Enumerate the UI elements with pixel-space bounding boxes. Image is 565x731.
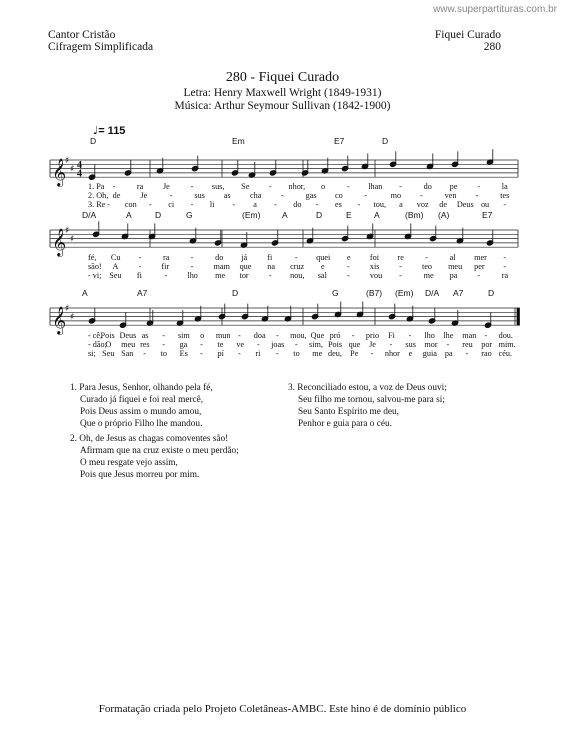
chord-symbol: (A): [438, 210, 450, 220]
verse-line: Seu filho me tornou, salvou-me para si;: [298, 395, 445, 405]
staff-lines: [50, 160, 518, 325]
lyric-syllable: pa: [444, 349, 453, 359]
lyric-syllable: rao: [481, 349, 492, 359]
sharp-icon: ♯: [65, 226, 70, 236]
lyric-syllable: -: [190, 200, 194, 210]
verse-line: Penhor e guia para o céu.: [298, 419, 392, 429]
lyric-syllable: la: [501, 182, 508, 191]
lyric-syllable: -: [503, 200, 507, 210]
verse-line: Pois que Jesus morreu por mim.: [80, 470, 200, 480]
verse-line: Curado já fiquei e foi real mercê,: [80, 395, 204, 405]
lyric-syllable: - vi;: [88, 271, 102, 281]
lyric-syllable: mor: [424, 340, 438, 350]
lyric-syllable: -: [347, 262, 350, 272]
lyric-syllable: -: [351, 331, 355, 340]
chord-symbol: G: [332, 288, 339, 298]
lyric-syllable: céu.: [498, 349, 513, 359]
lyric-syllable: -: [268, 182, 272, 191]
lyric-syllable: es: [335, 200, 342, 210]
lyric-syllable: -: [138, 253, 142, 262]
lyric-syllable: mou,: [290, 331, 307, 340]
lyric-syllable: doa: [253, 331, 266, 340]
lyric-syllable: -: [347, 182, 350, 191]
lyric-syllable: -: [364, 191, 368, 201]
chord-symbol: D: [232, 288, 239, 298]
lyric-syllable: nhor,: [288, 182, 306, 191]
lyric-syllable: nhor: [384, 349, 400, 359]
chord-symbol: D: [382, 136, 389, 146]
lyric-syllable: nou,: [290, 271, 305, 281]
lyric-syllable: -: [162, 340, 165, 350]
site-url: www.superpartituras.com.br: [433, 4, 557, 15]
chord-symbol: A7: [137, 288, 148, 298]
lyric-syllable: -: [268, 271, 272, 281]
lyric-syllable: pró: [329, 331, 341, 340]
lyric-syllable: deu,: [328, 349, 342, 359]
chord-symbol: D/A: [425, 288, 440, 298]
lyric-syllable: lho: [187, 271, 198, 281]
lyric-syllable: ri: [255, 349, 261, 359]
lyric-syllable: joas: [271, 340, 285, 350]
lyric-syllable: pí: [217, 349, 224, 359]
lyric-syllable: ga: [179, 340, 188, 350]
lyric-syllable: prio: [365, 331, 380, 340]
lyric-syllable: e: [347, 253, 351, 262]
lyric-syllable: -: [200, 349, 203, 359]
lyric-syllable: San: [121, 349, 134, 359]
sharp-icon: ♯: [65, 156, 70, 166]
lyric-syllable: meu: [121, 340, 136, 350]
lyric-syllable: to: [293, 349, 300, 359]
chord-symbol: D: [488, 288, 495, 298]
lyric-syllable: do: [215, 253, 224, 262]
lyric-syllable: tor: [239, 271, 249, 281]
lyric-syllable: -: [503, 262, 507, 272]
lyric-syllable: -: [190, 182, 194, 191]
sharp-icon: ♯: [70, 164, 75, 175]
lyric-syllable: ven: [444, 191, 457, 201]
lyric-syllable: fi: [267, 253, 273, 262]
lyric-syllable: -: [503, 253, 507, 262]
lyric-syllable: -: [294, 253, 298, 262]
lyric-syllable: já: [241, 253, 248, 262]
lyric-syllable: -: [357, 200, 361, 210]
tempo-value: = 115: [98, 125, 126, 137]
lyric-syllable: dou.: [498, 331, 513, 340]
lyric-syllable: lhan: [368, 182, 383, 191]
lyric-syllable: voz: [416, 200, 429, 210]
lyric-syllable: mer: [474, 253, 487, 262]
lyric-syllable: -: [425, 253, 428, 262]
lyric-syllable: -: [465, 349, 469, 359]
lyric-syllable: -: [169, 191, 173, 201]
time-signature: 4: [77, 168, 82, 180]
lyric-syllable: -: [347, 271, 350, 281]
lyric-syllable: -: [477, 182, 481, 191]
lyric-syllable: que: [239, 262, 252, 272]
lyric-syllable: Fi: [388, 331, 395, 340]
verse-line: 3. Reconciliado estou, a voz de Deus ouvi;: [288, 383, 447, 393]
lyric-syllable: -: [138, 262, 142, 272]
lyric-syllable: as: [141, 331, 149, 340]
chord-symbol: D: [316, 210, 323, 220]
lyric-syllable: Je: [162, 182, 170, 191]
lyric-syllable: Deus: [119, 331, 137, 340]
lyric-syllable: re: [397, 253, 404, 262]
lyric-syllable: ra: [501, 271, 509, 281]
lyric-syllable: ra: [136, 182, 144, 191]
treble-clef-icon: 𝄞: [52, 228, 67, 257]
lyric-syllable: me: [423, 271, 434, 281]
lyric-syllable: guia: [422, 349, 437, 359]
verse-2: [70, 433, 239, 481]
final-bar-line: [517, 308, 520, 325]
lyric-syllable: -: [408, 331, 412, 340]
treble-clef-icon: 𝄞: [52, 158, 67, 187]
verse-line: Que o próprio Filho lhe mandou.: [80, 419, 203, 429]
lyric-syllable: man: [462, 331, 477, 340]
lyric-syllable: reu: [462, 340, 473, 350]
lyric-syllable: -: [475, 191, 479, 201]
lyric-syllable: -: [370, 349, 374, 359]
lyric-syllable: ou: [480, 200, 490, 210]
lyric-syllable: Je: [140, 191, 148, 201]
chord-symbol: (Em): [242, 210, 261, 220]
chord-symbol: D/A: [82, 210, 97, 220]
lyric-syllable: e: [320, 262, 325, 272]
lyric-syllable: mim.: [498, 340, 516, 350]
lyric-syllable: Je: [369, 340, 376, 350]
lyric-syllable: per: [474, 262, 485, 272]
lyric-syllable: ci: [168, 200, 175, 210]
lyric-syllable: quei: [316, 253, 331, 262]
chord-symbol: G: [186, 210, 193, 220]
lyric-syllable: do: [423, 182, 432, 191]
lyric-syllable: -: [190, 253, 194, 262]
lyric-syllable: pe: [449, 182, 458, 191]
lyric-syllable: -: [315, 200, 319, 210]
lyric-syllable: ve: [236, 340, 245, 350]
chord-symbol: A: [282, 210, 288, 220]
chord-symbol: A: [374, 210, 380, 220]
verse-line: Afirmam que na cruz existe o meu perdão;: [80, 446, 239, 456]
lyric-syllable: vou: [369, 271, 383, 281]
chord-symbol: (B7): [366, 288, 383, 298]
chord-symbol: A: [126, 210, 132, 220]
lyrics-credit: Letra: Henry Maxwell Wright (1849-1931): [183, 87, 382, 99]
lyric-syllable: que: [348, 340, 361, 350]
footer-notice: Formatação criada pelo Projeto Coletâneas-AMBC. Este hino é de domínio público: [98, 703, 467, 715]
lyric-syllable: fir: [161, 262, 170, 272]
lyric-syllable: as: [223, 191, 231, 201]
hymn-name: Fiquei Curado: [434, 29, 501, 41]
verse-line: 2. Oh, de Jesus as chagas comoventes são!: [70, 434, 229, 444]
lyric-syllable: Seu: [109, 271, 122, 281]
lyric-syllable: -: [256, 340, 260, 350]
lyric-syllable: -: [389, 340, 393, 350]
lyric-syllable: mun: [215, 331, 231, 340]
lyric-syllable: fi: [136, 271, 142, 281]
lyric-syllable: foi: [369, 253, 379, 262]
lyric-syllable: Cu: [110, 253, 121, 262]
lyric-syllable: -: [143, 349, 146, 359]
lyric-syllable: fé,: [88, 253, 97, 262]
page-title: 280 - Fiquei Curado: [225, 70, 340, 85]
lyric-syllable: cha: [250, 191, 262, 201]
lyric-syllable: 3. Re: [88, 200, 106, 210]
lyric-syllable: -: [275, 349, 279, 359]
lyric-syllable: -: [148, 200, 152, 210]
verse-line: 1. Para Jesus, Senhor, olhando pela fé,: [70, 383, 213, 393]
lyric-syllable: Deus: [456, 200, 474, 210]
verse-1: [70, 382, 213, 430]
lyric-syllable: - dão;: [88, 340, 107, 350]
lyric-syllable: a: [253, 200, 257, 210]
lyric-syllable: con: [124, 200, 137, 210]
lyric-syllable: ra: [162, 253, 170, 262]
book-name: Cantor Cristão: [48, 29, 116, 41]
lyric-syllable: si;: [88, 349, 96, 359]
time-signature: 4: [77, 160, 82, 171]
arrangement-type: Cifragem Simplificada: [48, 41, 154, 53]
chord-symbol: A: [82, 288, 88, 298]
lyric-syllable: sim,: [309, 340, 323, 350]
lyric-syllable: do: [293, 200, 302, 210]
lyric-syllable: -: [274, 200, 277, 210]
chord-symbol: D: [90, 136, 97, 146]
lyric-syllable: me: [312, 349, 323, 359]
lyric-syllable: -: [112, 182, 116, 191]
chord-symbol: E7: [482, 210, 493, 220]
lyric-syllable: -: [275, 331, 279, 340]
chord-symbol: E: [346, 210, 352, 220]
lyric-syllable: Es: [179, 349, 188, 359]
quarter-note-icon: ♩: [93, 124, 99, 137]
lyric-syllable: al: [449, 253, 456, 262]
lyric-syllable: Que: [310, 331, 325, 340]
lyric-syllable: Pois: [100, 331, 115, 340]
lyric-syllable: Pe: [350, 349, 359, 359]
lyric-syllable: Pois: [328, 340, 343, 350]
lyric-syllable: -: [190, 262, 194, 272]
lyric-syllable: -: [446, 340, 450, 350]
hymn-number: 280: [483, 41, 501, 53]
sharp-icon: ♯: [70, 312, 75, 323]
lyric-syllable: te: [217, 340, 224, 350]
lyric-syllable: sus,: [211, 182, 225, 191]
verse-3: [288, 382, 447, 430]
music-credit: Música: Arthur Seymour Sullivan (1842-1900): [174, 100, 391, 112]
lyric-syllable: -: [164, 271, 168, 281]
lyric-syllable: co: [335, 191, 343, 201]
chord-symbol: Em: [232, 136, 245, 146]
lyric-syllable: -: [238, 331, 241, 340]
lyric-syllable: mam: [213, 262, 230, 272]
verse-line: O meu resgate vejo assim,: [80, 458, 178, 468]
lyric-syllable: tou,: [373, 200, 387, 210]
lyric-syllable: de: [439, 200, 447, 210]
lyric-syllable: me: [215, 271, 226, 281]
lyric-syllable: Se: [241, 182, 250, 191]
lyric-syllable: 2. Oh,: [88, 191, 109, 201]
sharp-icon: ♯: [65, 304, 70, 314]
lyric-syllable: - cê,: [88, 331, 103, 340]
lyric-syllable: por: [481, 340, 493, 350]
lyric-syllable: O: [105, 340, 112, 350]
lyric-syllable: sus: [194, 191, 205, 201]
lyric-syllable: de: [112, 191, 121, 201]
lyric-syllable: -: [484, 331, 488, 340]
verse-line: Pois Deus assim o mundo amou,: [80, 407, 202, 417]
lyric-syllable: lhe: [443, 331, 454, 340]
lyric-syllable: pa: [449, 271, 458, 281]
lyric-syllable: Seu: [102, 349, 115, 359]
lyric-syllable: -: [238, 349, 241, 359]
lyric-syllable: to: [160, 349, 167, 359]
treble-clef-icon: 𝄞: [52, 306, 67, 335]
lyric-syllable: teo: [422, 262, 433, 272]
lyric-syllable: -: [399, 182, 402, 191]
lyric-syllable: gas: [305, 191, 317, 201]
chord-symbol: A7: [453, 288, 464, 298]
chord-symbol: (Em): [395, 288, 414, 298]
lyric-syllable: -: [281, 191, 284, 201]
lyric-syllable: -: [399, 271, 402, 281]
lyric-syllable: são!: [88, 262, 102, 272]
lyric-syllable: sus: [405, 340, 416, 350]
chord-symbol: (Bm): [405, 210, 424, 220]
chord-symbol: D: [155, 210, 162, 220]
lyric-syllable: -: [107, 200, 110, 210]
lyric-syllable: A: [112, 262, 119, 272]
lyric-syllable: mo: [390, 191, 402, 201]
lyric-syllable: cruz: [290, 262, 305, 272]
lyric-syllable: sim: [177, 331, 190, 340]
verse-line: Seu Santo Espírito me deu,: [298, 407, 399, 417]
lyric-syllable: a: [399, 200, 403, 210]
lyric-syllable: -: [477, 271, 481, 281]
lyric-syllable: -: [399, 262, 402, 272]
lyric-syllable: lho: [424, 331, 435, 340]
lyric-syllable: res: [140, 340, 150, 350]
lyric-syllable: li: [209, 200, 215, 210]
lyric-syllable: 1. Pa: [88, 182, 105, 191]
lyric-syllable: xis: [369, 262, 380, 272]
lyric-syllable: tes: [500, 191, 510, 201]
lyric-syllable: na: [267, 262, 275, 272]
lyric-syllable: sal: [317, 271, 327, 281]
lyric-syllable: e: [408, 349, 413, 359]
lyric-syllable: -: [232, 200, 236, 210]
sharp-icon: ♯: [70, 234, 75, 245]
lyric-syllable: o: [200, 331, 205, 340]
lyric-syllable: -: [200, 340, 203, 350]
chord-symbol: E7: [334, 136, 345, 146]
lyric-syllable: o: [320, 182, 326, 191]
lyric-syllable: meu: [448, 262, 463, 272]
lyric-syllable: -: [294, 340, 298, 350]
lyric-syllable: -: [162, 331, 165, 340]
lyric-syllable: -: [420, 191, 423, 201]
